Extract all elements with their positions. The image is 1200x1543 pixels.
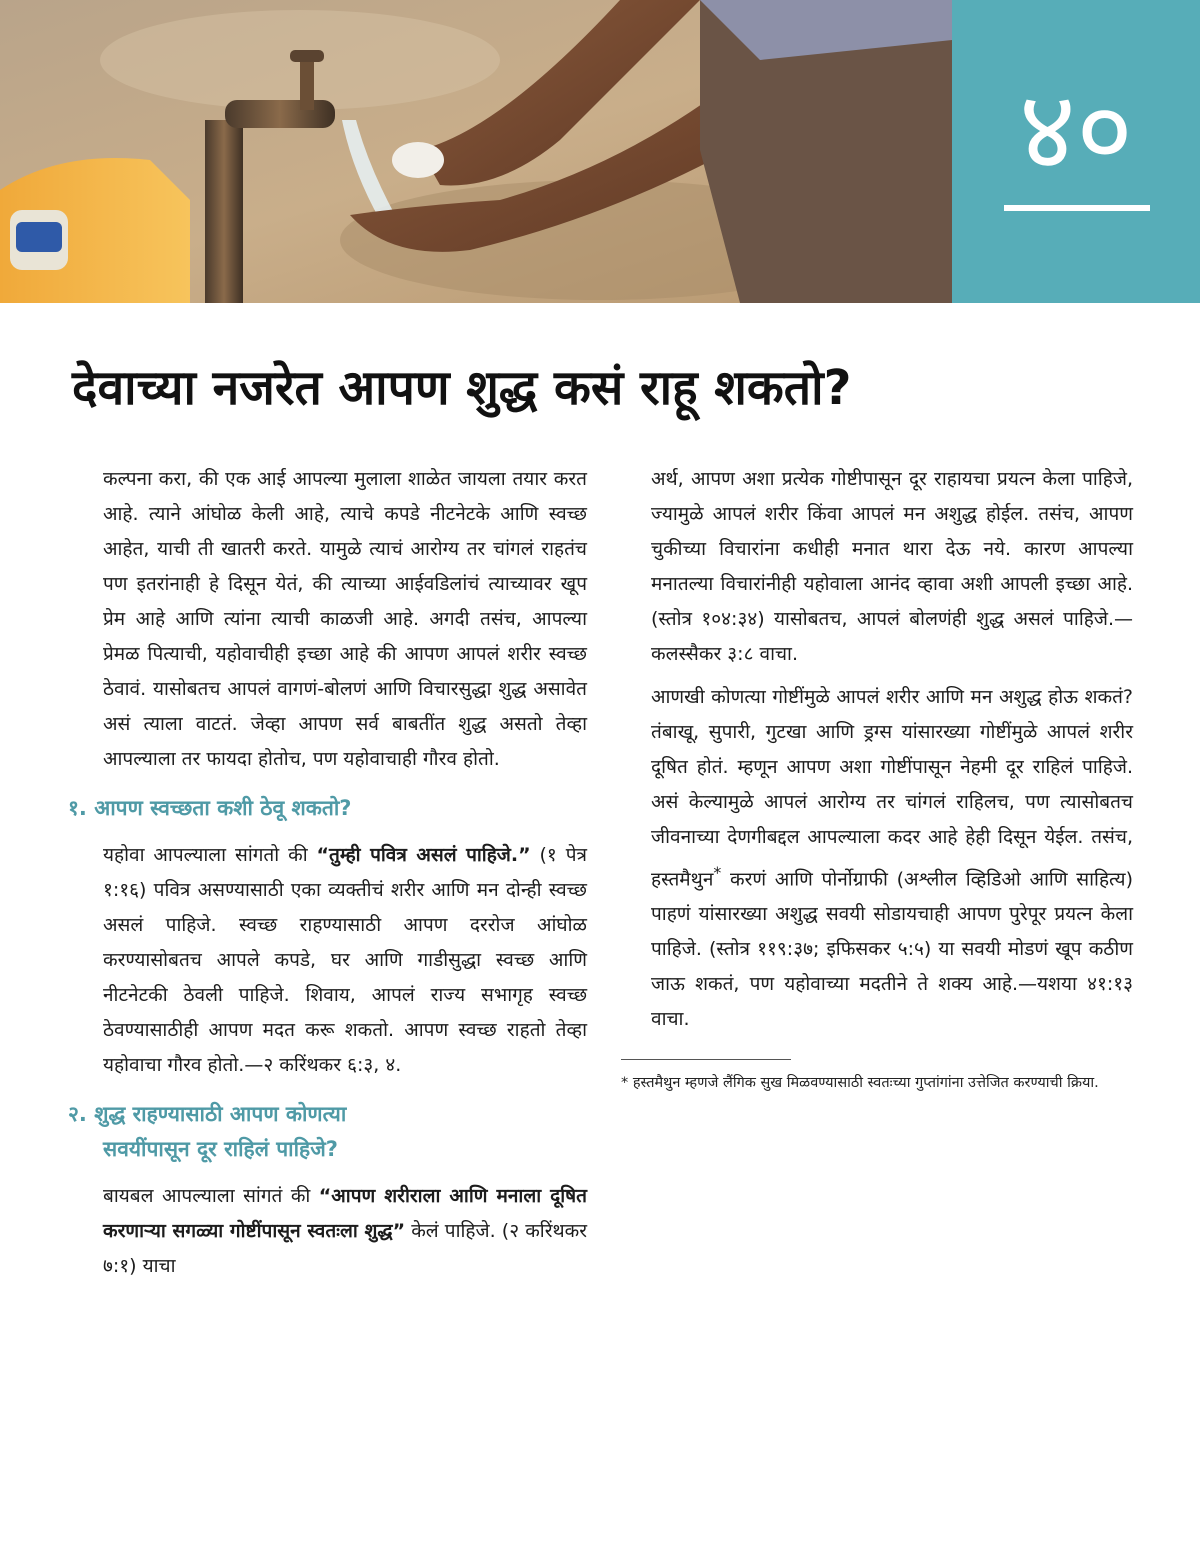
- section-2-paragraph-2: [651, 680, 1133, 1037]
- left-column: [68, 462, 587, 1284]
- page-title: देवाच्या नजरेत आपण शुद्ध कसं राहू शकतो?: [72, 360, 852, 416]
- lesson-number-box: [952, 0, 1200, 303]
- section-2-para2-after: करणं आणि पोर्नोग्राफी (अश्लील व्हिडिओ आणि साहित्य) पाहणं यांसारख्या अशुद्ध सवयी सोडायचाही आपण पुरेपूर प्रयत्न केला पाहिजे. (स्तोत्र ११९:३७; इफिसकर ५:५) या सवयी मोडणं खूप कठीण जाऊ शकतं, पण यहोवाच्या मदतीने ते शक्य आहे.—यशया ४१:१३ वाचा.: [651, 868, 1133, 1031]
- section-2-quote: “आपण शरीराला आणि मनाला दूषित करणाऱ्या सगळ्या गोष्टींपासून स्वतःला शुद्ध”: [103, 1185, 587, 1242]
- footnote-text: * हस्तमैथुन म्हणजे लैंगिक सुख मिळवण्यासाठी स्वतःच्या गुप्तांगांना उत्तेजित करण्याची क्रिया.: [621, 1075, 1099, 1092]
- section-2-text-before: बायबल आपल्याला सांगतं की: [103, 1185, 319, 1207]
- section-2-text-after: केलं पाहिजे. (२ करिंथकर ७:१) याचा: [103, 1220, 587, 1277]
- section-1-quote: “तुम्ही पवित्र असलं पाहिजे.”: [316, 844, 531, 866]
- header-banner: [0, 0, 1200, 303]
- section-1-paragraph: [103, 838, 587, 1083]
- section-2-heading: [68, 1097, 587, 1167]
- section-2-para2-before: आणखी कोणत्या गोष्टींमुळे आपलं शरीर आणि मन अशुद्ध होऊ शकतं? तंबाखू, सुपारी, गुटखा आणि ड्रग्स यांसारख्या गोष्टींमुळे आपलं शरीर दूषित होतं. म्हणून आपण अशा गोष्टींपासून नेहमी दूर राहिलं पाहिजे. असं केल्यामुळे आपलं आरोग्य तर चांगलं राहिलच, पण त्यासोबतच जीवनाच्या देणगीबद्दल आपल्याला कदर आहे हेही दिसून येईल. तसंच, हस्तमैथुन: [651, 686, 1133, 891]
- section-2-heading-line-1: २. शुद्ध राहण्यासाठी आपण कोणत्या: [68, 1102, 347, 1126]
- hand-washing-photo: [0, 0, 952, 303]
- right-column: [621, 462, 1133, 1096]
- section-2-paragraph-start: [103, 1179, 587, 1284]
- lesson-number-underline: [1004, 205, 1150, 211]
- section-1-heading: १. आपण स्वच्छता कशी ठेवू शकतो?: [68, 796, 352, 820]
- lesson-number: ४०: [1018, 66, 1134, 194]
- footnote-divider: [621, 1059, 791, 1060]
- section-2-paragraph-continued: अर्थ, आपण अशा प्रत्येक गोष्टीपासून दूर राहायचा प्रयत्न केला पाहिजे, ज्यामुळे आपलं शरीर किंवा आपलं मन अशुद्ध होईल. तसंच, आपण चुकीच्या विचारांना कधीही मनात थारा देऊ नये. कारण आपल्या मनातल्या विचारांनीही यहोवाला आनंद व्हावा अशी आपली इच्छा आहे. (स्तोत्र १०४:३४) यासोबतच, आपलं बोलणंही शुद्ध असलं पाहिजे.—कलस्सैकर ३:८ वाचा.: [651, 468, 1133, 665]
- footnote-mark[interactable]: *: [713, 863, 722, 882]
- section-2-heading-line-2: सवयींपासून दूर राहिलं पाहिजे?: [103, 1137, 338, 1161]
- intro-paragraph: कल्पना करा, की एक आई आपल्या मुलाला शाळेत जायला तयार करत आहे. त्याने आंघोळ केली आहे, त्याचे कपडे नीटनेटके आणि स्वच्छ आहेत, याची ती खातरी करते. यामुळे त्याचं आरोग्य तर चांगलं राहतंच पण इतरांनाही हे दिसून येतं, की त्याच्या आईवडिलांचं त्याच्यावर खूप प्रेम आहे आणि त्यांना त्याची काळजी आहे. अगदी तसंच, आपल्या प्रेमळ पित्याची, यहोवाचीही इच्छा आहे की आपण आपलं शरीर स्वच्छ ठेवावं. यासोबतच आपलं वागणं-बोलणं आणि विचारसुद्धा शुद्ध असावेत असं त्याला वाटतं. जेव्हा आपण सर्व बाबतींत शुद्ध असतो तेव्हा आपल्याला तर फायदा होतोच, पण यहोवाचाही गौरव होतो.: [103, 468, 587, 770]
- section-1-text-before: यहोवा आपल्याला सांगतो की: [103, 844, 317, 866]
- section-1-text-after: (१ पेत्र १:१६) पवित्र असण्यासाठी एका व्यक्तीचं शरीर आणि मन दोन्ही स्वच्छ असलं पाहिजे. स्वच्छ राहण्यासाठी आपण दररोज आंघोळ करण्यासोबतच आपले कपडे, घर आणि गाडीसुद्धा स्वच्छ आणि नीटनेटकी ठेवली पाहिजे. शिवाय, आपलं राज्य सभागृह स्वच्छ ठेवण्यासाठीही आपण मदत करू शकतो. आपण स्वच्छ राहतो तेव्हा यहोवाचा गौरव होतो.—२ करिंथकर ६:३, ४.: [103, 844, 587, 1076]
